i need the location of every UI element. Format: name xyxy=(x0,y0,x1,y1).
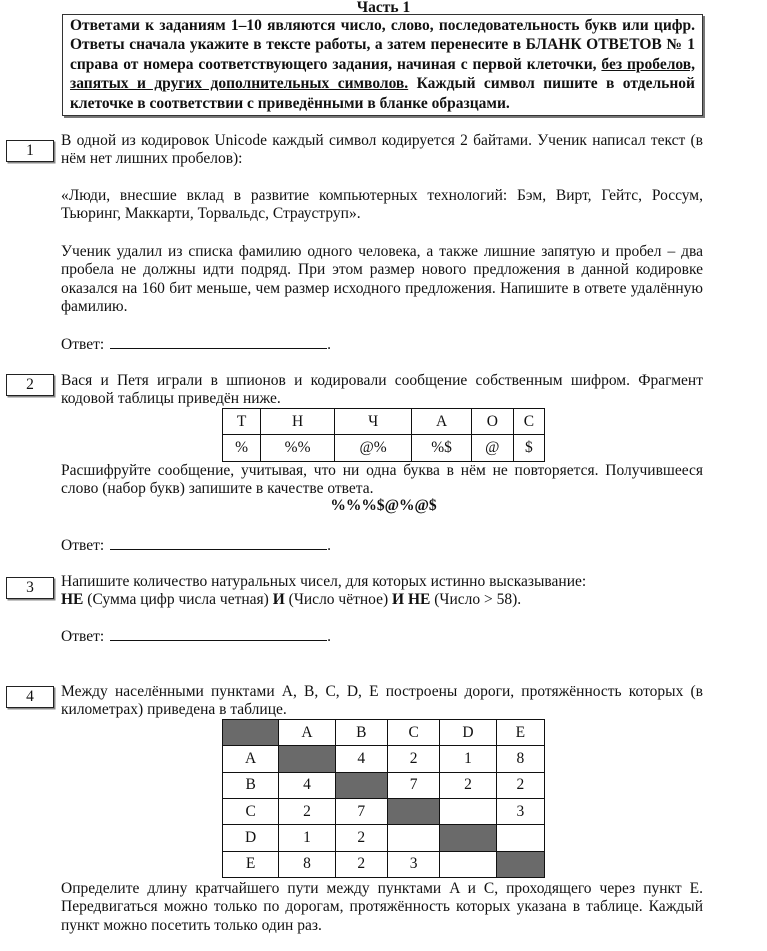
answer-label: Ответ: xyxy=(61,336,105,353)
code-table xyxy=(222,408,545,462)
distance-table xyxy=(222,719,545,878)
task-4-question: Определите длину кратчайшего пути между пунктами A и C, проходящего через пункт E. Передвигаться можно только по дорогам, протяжённость которых указана в таблице. Каждый пункт можно посетить только один раз. xyxy=(61,880,703,934)
row-header: A xyxy=(223,746,279,772)
cell: 2 xyxy=(387,746,439,772)
task-4-intro: Между населёнными пунктами A, B, C, D, E построены дороги, протяжённость которых (в километрах) приведена в таблице. xyxy=(61,683,703,719)
cell: 1 xyxy=(440,746,496,772)
code-letter: Ч xyxy=(334,409,411,435)
answer-line[interactable] xyxy=(110,628,327,641)
cell: 8 xyxy=(496,746,544,772)
code-letter: С xyxy=(513,409,544,435)
cell: 3 xyxy=(387,851,439,877)
cell xyxy=(496,825,544,851)
instructions-text: Ответами к заданиям 1–10 являются число, слово, последовательность букв или цифр. Ответы сначала укажите в тексте работы, а затем перенесите в БЛАНК ОТВЕТОВ № 1 справа от номера соответствующего задания, начиная с первой клеточки, xyxy=(70,17,695,73)
cell: 4 xyxy=(335,746,387,772)
answer-line[interactable] xyxy=(110,336,327,349)
task-2-answer xyxy=(61,537,331,555)
cell: 2 xyxy=(335,825,387,851)
row-header: D xyxy=(223,825,279,851)
part-title: Часть 1 xyxy=(356,0,411,16)
code-letter: А xyxy=(412,409,472,435)
cell: 1 xyxy=(279,825,335,851)
table-row xyxy=(223,825,545,851)
answer-label: Ответ: xyxy=(61,537,105,554)
column-header: D xyxy=(440,720,496,746)
table-row xyxy=(223,746,545,772)
task-2-question: Расшифруйте сообщение, учитывая, что ни одна буква в нём не повторяется. Получившееся слово (набор букв) запишите в качестве ответа. xyxy=(61,462,703,498)
table-row xyxy=(223,798,545,824)
row-header: C xyxy=(223,798,279,824)
answer-period: . xyxy=(327,537,332,554)
column-header: B xyxy=(335,720,387,746)
task-number-box: 2 xyxy=(6,374,54,396)
task-number-box: 3 xyxy=(6,577,54,599)
cell: 2 xyxy=(279,798,335,824)
code-value: @% xyxy=(334,435,411,462)
instructions-text-after: Каждый символ пишите в отдельной клеточке в соответствии с приведёнными в бланке образцами. xyxy=(70,75,695,112)
answer-period: . xyxy=(327,628,332,645)
cell xyxy=(387,825,439,851)
task-number-box: 1 xyxy=(6,140,54,162)
task-1-quote: «Люди, внесшие вклад в развитие компьютерных технологий: Бэм, Вирт, Гейтс, Россум, Тьюринг, Маккарти, Торвальдс, Страуструп». xyxy=(61,187,703,223)
task-2-intro: Вася и Петя играли в шпионов и кодировали сообщение собственным шифром. Фрагмент кодовой таблицы приведён ниже. xyxy=(61,372,703,408)
column-header: A xyxy=(279,720,335,746)
code-letter: Н xyxy=(261,409,335,435)
code-letter: Т xyxy=(223,409,261,435)
expr-part: (Число чётное) xyxy=(284,591,393,608)
code-value: % xyxy=(223,435,261,462)
task-2-cipher: %%%$@%@$ xyxy=(330,497,437,514)
diagonal-cell xyxy=(496,851,544,877)
column-header: C xyxy=(387,720,439,746)
cell xyxy=(440,798,496,824)
diagonal-cell xyxy=(440,825,496,851)
task-3-intro: Напишите количество натуральных чисел, для которых истинно высказывание: xyxy=(61,573,587,590)
task-1-question: Ученик удалил из списка фамилию одного человека, а также лишние запятую и пробел – два пробела не должны идти подряд. При этом размер нового предложения в данной кодировке оказался на 160 бит меньше, чем размер исходного предложения. Напишите в ответе удалённую фамилию. xyxy=(61,243,703,316)
cell: 7 xyxy=(387,772,439,798)
code-letter: О xyxy=(471,409,513,435)
instructions-box xyxy=(62,14,703,116)
diagonal-cell xyxy=(335,772,387,798)
code-value: %% xyxy=(261,435,335,462)
instructions-underlined: без пробелов, запятых и других дополнительных символов. xyxy=(70,55,696,93)
table-row xyxy=(223,772,545,798)
cell: 8 xyxy=(279,851,335,877)
op-not: НЕ xyxy=(61,591,84,608)
answer-line[interactable] xyxy=(110,537,327,550)
cell: 7 xyxy=(335,798,387,824)
expr-part: (Сумма цифр числа четная) xyxy=(83,591,273,608)
column-header: E xyxy=(496,720,544,746)
cell: 4 xyxy=(279,772,335,798)
task-1-answer xyxy=(61,336,331,354)
code-value: %$ xyxy=(412,435,472,462)
corner-cell xyxy=(223,720,279,746)
code-value: $ xyxy=(513,435,544,462)
cell xyxy=(440,851,496,877)
cell: 3 xyxy=(496,798,544,824)
cell: 2 xyxy=(496,772,544,798)
table-row xyxy=(223,851,545,877)
row-header: E xyxy=(223,851,279,877)
task-3-expression xyxy=(61,591,703,609)
diagonal-cell xyxy=(279,746,335,772)
op-and-not: И НЕ xyxy=(392,591,431,608)
cell: 2 xyxy=(440,772,496,798)
diagonal-cell xyxy=(387,798,439,824)
cell: 2 xyxy=(335,851,387,877)
answer-period: . xyxy=(327,336,332,353)
op-and: И xyxy=(272,591,285,608)
answer-label: Ответ: xyxy=(61,628,105,645)
expr-part: (Число > 58). xyxy=(430,591,522,608)
code-value: @ xyxy=(471,435,513,462)
task-1-intro: В одной из кодировок Unicode каждый символ кодируется 2 байтами. Ученик написал текст (в нём нет лишних пробелов): xyxy=(61,132,703,168)
row-header: B xyxy=(223,772,279,798)
task-number-box: 4 xyxy=(6,686,54,708)
task-3-answer xyxy=(61,628,331,646)
